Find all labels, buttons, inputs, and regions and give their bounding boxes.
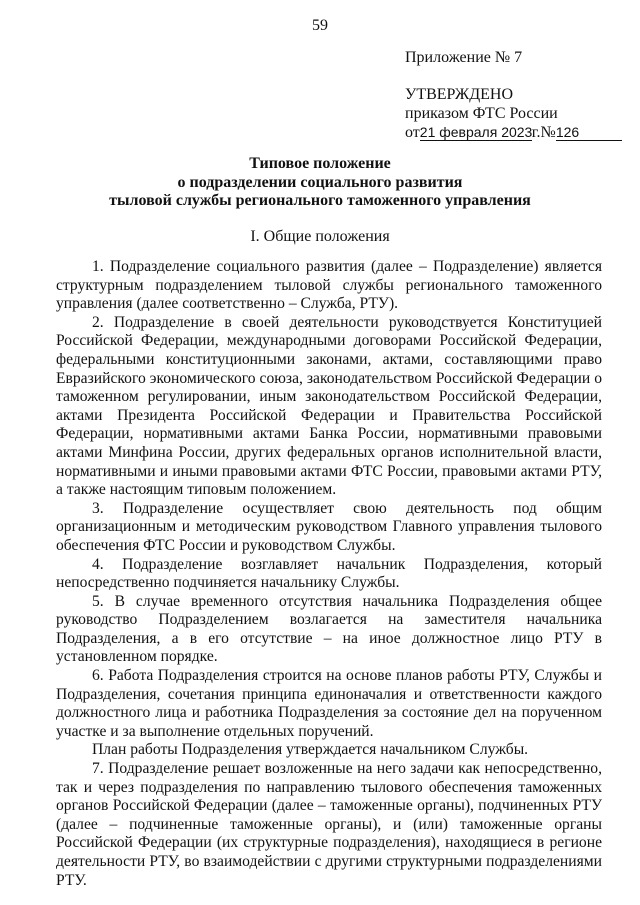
approved-label: УТВЕРЖДЕНО (405, 86, 514, 103)
title-line-3: тыловой службы регионального таможенного управления (109, 192, 531, 209)
paragraph-4: 4. Подразделение возглавляет начальник Подразделения, который непосредственно подчиняется начальнику Службы. (56, 555, 602, 592)
document-body (56, 258, 602, 890)
approval-block (405, 85, 622, 142)
page-number: 59 (312, 17, 328, 34)
paragraph-5: 5. В случае временного отсутствия начальника Подразделения общее руководство Подразделением возлагается на заместителя начальника Подразделения, а в его отсутствие – на иное должностное лицо РТУ в установленном порядке. (56, 592, 602, 666)
title-line-1: Типовое положение (249, 155, 391, 172)
order-date-line (405, 123, 622, 142)
paragraph-3: 3. Подразделение осуществляет свою деятельность под общим организационным и методическим руководством Главного управления тылового обеспечения ФТС России и руководством Службы. (56, 499, 602, 554)
order-date: 21 февраля 2023 (419, 124, 533, 140)
order-number-sign: № (540, 124, 556, 141)
paragraph-2: 2. Подразделение в своей деятельности руководствуется Конституцией Российской Федерации, международными договорами Российской Федерации, федеральными конституционными законами, актами, составляющими право Евразийского экономического союза, законодательством Российской Федерации о таможенном регулировании, иным законодательством Российской Федерации, актами Президента Российской Федерации и Правительства Российской Федерации, нормативными актами Банка России, нормативными правовыми актами Минфина России, других федеральных органов исполнительной власти, нормативными и иными правовыми актами ФТС России, правовыми актами РТУ, а также настоящим типовым положением. (56, 313, 602, 499)
paragraph-7: 7. Подразделение решает возложенные на него задачи как непосредственно, так и через подразделения по направлению тылового обеспечения таможенных органов Российской Федерации (далее – таможенные органы), подчиненных РТУ (далее – подчиненные таможенные органы), и (или) таможенные органы Российской Федерации (их структурные подразделения), находящиеся в регионе деятельности РТУ, во взаимодействии с другими структурными подразделениями РТУ. (56, 760, 602, 889)
document-title (0, 155, 640, 211)
appendix-label: Приложение № 7 (405, 49, 523, 66)
paragraph-1: 1. Подразделение социального развития (далее – Подразделение) является структурным подразделением тыловой службы регионального таможенного управления (далее соответственно – Служба, РТУ). (56, 258, 602, 313)
section-heading: I. Общие положения (250, 228, 390, 245)
order-by-label: приказом ФТС России (405, 105, 558, 122)
order-year-suffix: г. (531, 124, 541, 141)
order-number: 126 (556, 125, 622, 141)
title-line-2: о подразделении социального развития (177, 173, 463, 191)
paragraph-6-plan: План работы Подразделения утверждается начальником Службы. (92, 741, 529, 759)
order-from-prefix: от (405, 124, 420, 141)
paragraph-6: 6. Работа Подразделения строится на основе планов работы РТУ, Службы и Подразделения, сочетания принципа единоначалия и ответственности каждого должностного лица и работника Подразделения за состояние дел на порученном участке и за выполнение отдельных поручений. (56, 667, 602, 740)
